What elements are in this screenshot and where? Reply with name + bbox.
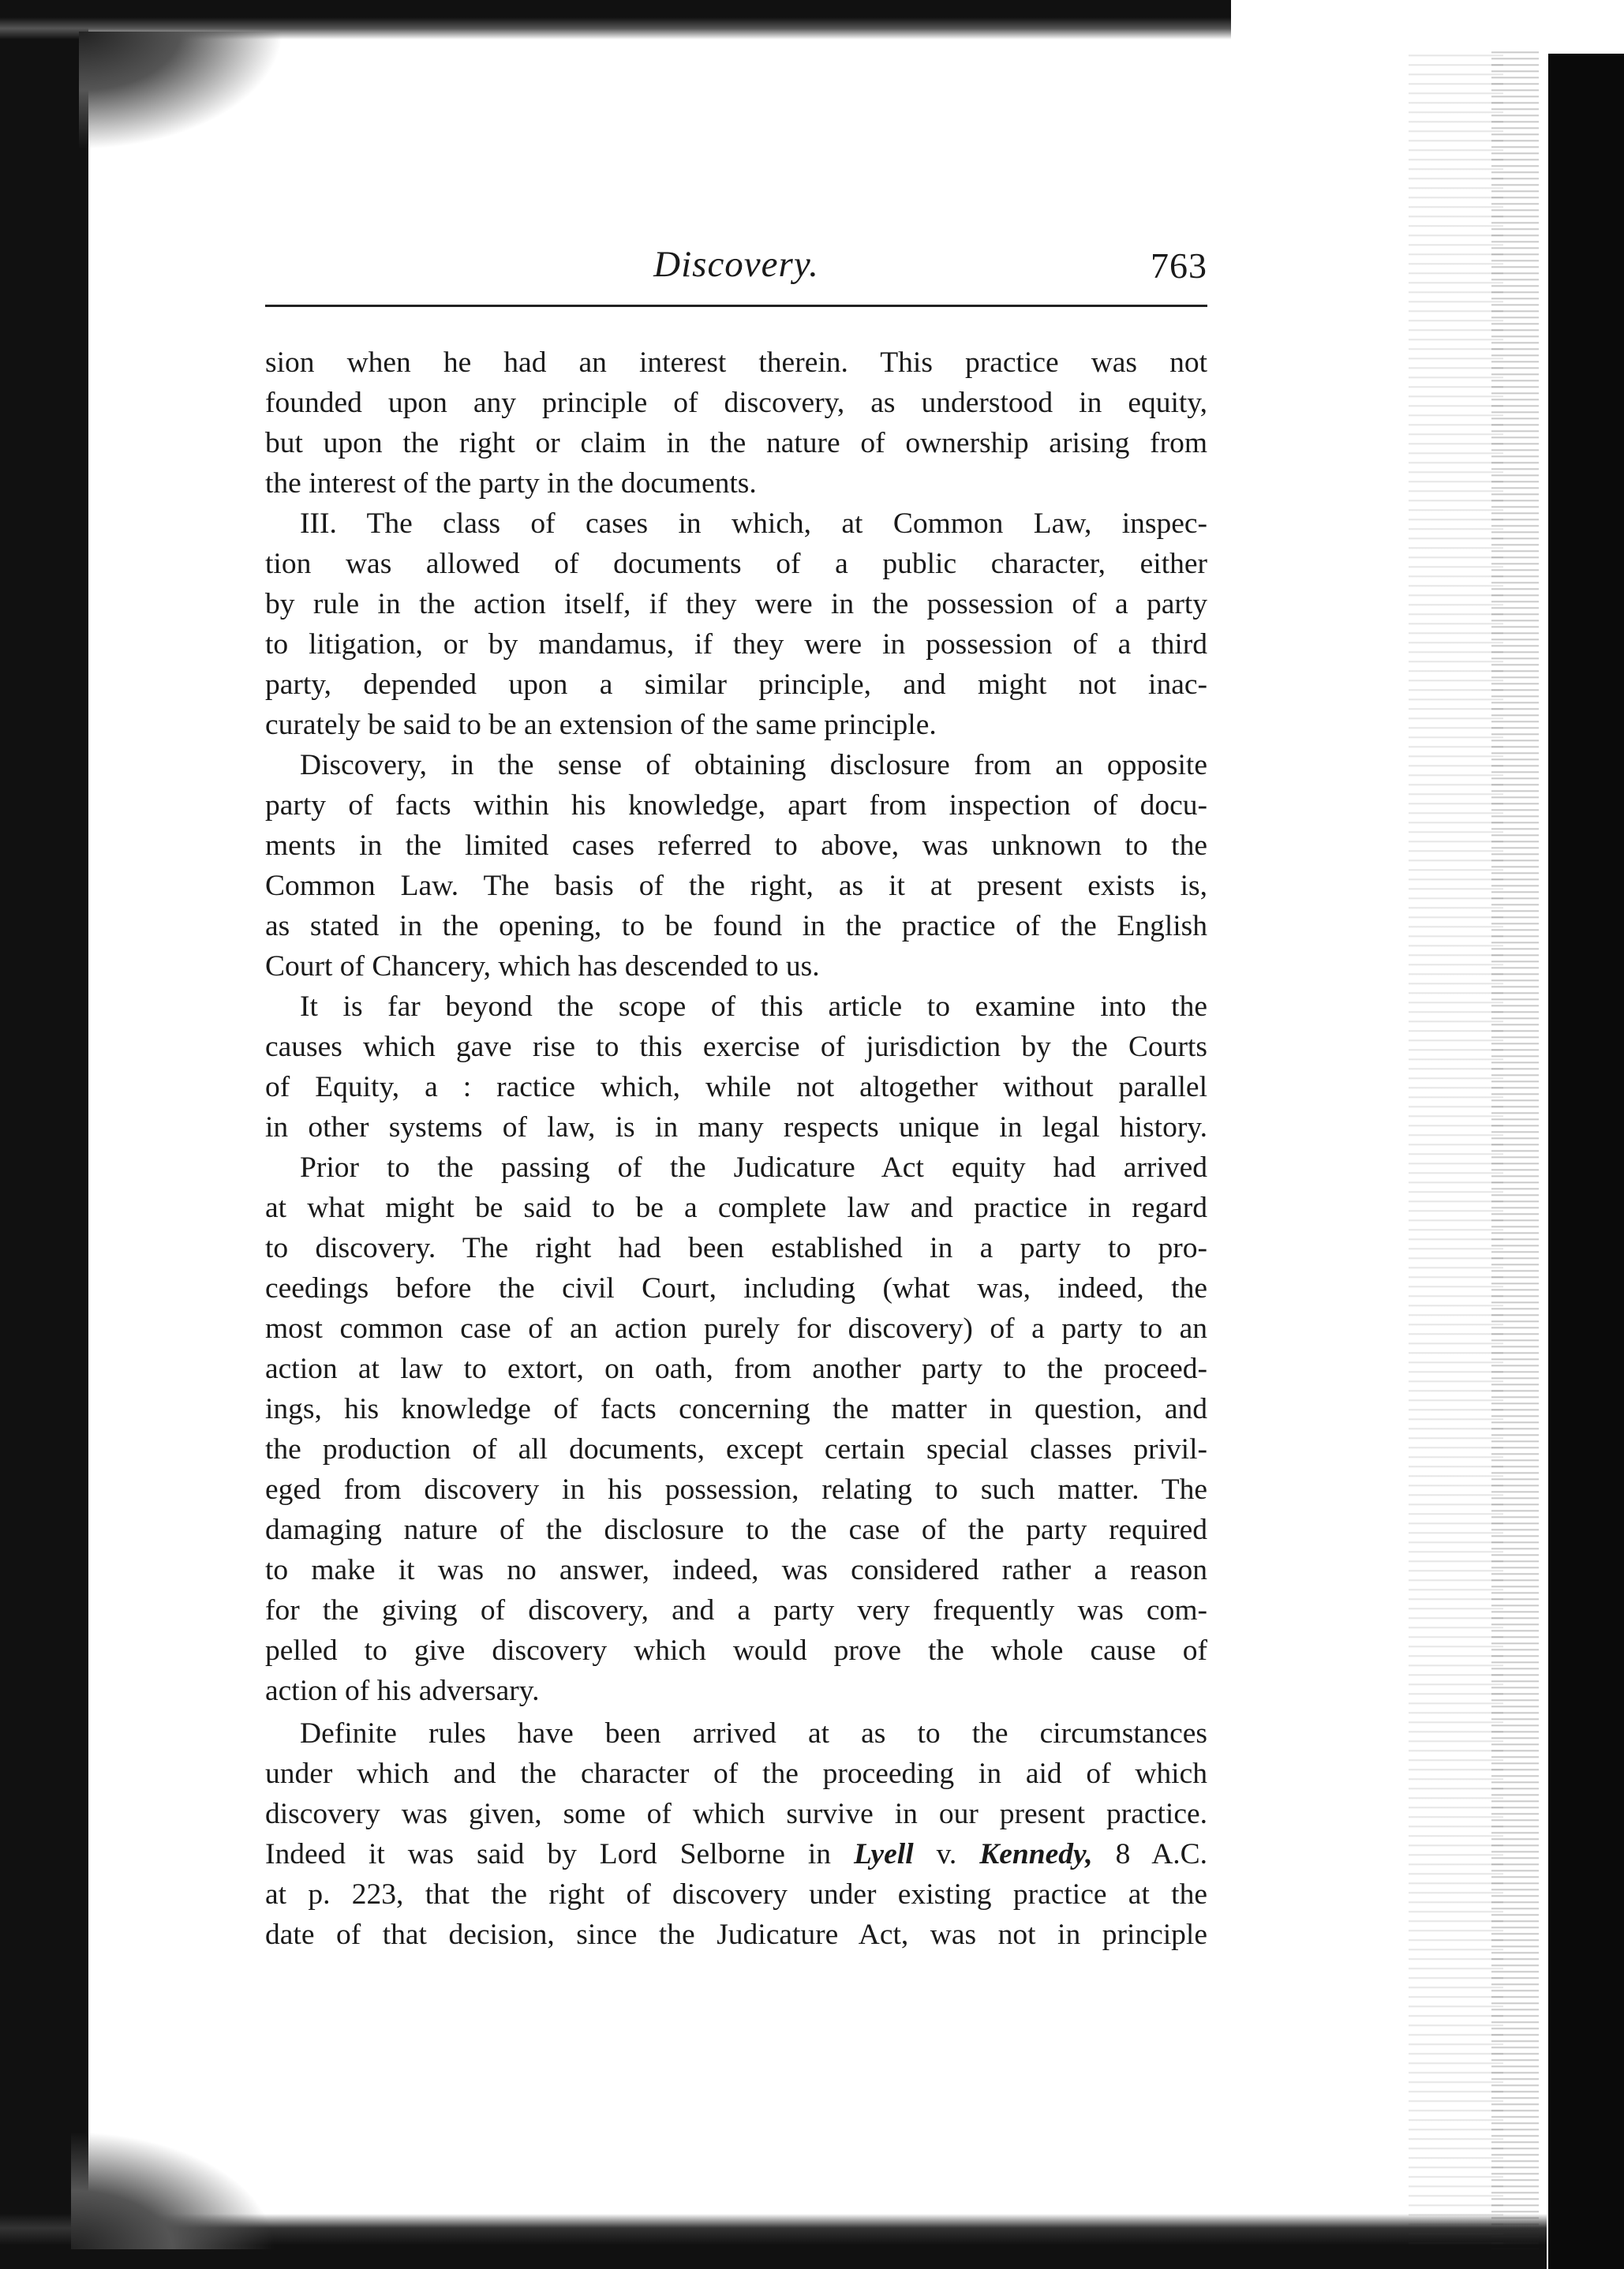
case-versus: v. [936,1838,957,1870]
text-fragment: Indeed it was said by Lord Selborne in [265,1838,832,1870]
text-line-with-citation [265,1834,1207,1874]
running-title: Discovery. [653,244,819,285]
case-name-plaintiff: Lyell [853,1838,914,1870]
header-rule [265,305,1207,307]
text-line: most common case of an action purely for discovery) of a party to an [265,1312,1207,1345]
text-line: Prior to the passing of the Judicature Act equity had arrived [300,1151,1207,1184]
text-line: party of facts within his knowledge, apart from inspection of docu- [265,789,1207,822]
text-line: for the giving of discovery, and a party very frequently was com- [265,1594,1207,1627]
text-line: at what might be said to be a complete law and practice in regard [265,1192,1207,1224]
scan-right-fringe [1409,47,1503,2249]
text-line: eged from discovery in his possession, relating to such matter. The [265,1473,1207,1506]
text-line: as stated in the opening, to be found in the practice of the English [265,910,1207,942]
text-line: at p. 223, that the right of discovery under existing practice at the [265,1878,1207,1911]
text-line: causes which gave rise to this exercise of jurisdiction by the Courts [265,1031,1207,1063]
text-line: tion was allowed of documents of a public character, either [265,548,1207,580]
text-line: action of his adversary. [265,1675,540,1707]
text-fragment: 8 A.C. [1115,1838,1207,1870]
text-line: It is far beyond the scope of this article to examine into the [300,990,1207,1023]
text-line: damaging nature of the disclosure to the case of the party required [265,1514,1207,1546]
scan-left-edge [0,0,88,2269]
text-line: ings, his knowledge of facts concerning the matter in question, and [265,1393,1207,1425]
text-line: Definite rules have been arrived at as to the circumstances [300,1717,1207,1750]
scan-bottom-left-smudge [71,2131,276,2249]
text-line: discovery was given, some of which survive in our present practice. [265,1798,1207,1830]
text-line: pelled to give discovery which would prove the whole cause of [265,1634,1207,1667]
text-line: date of that decision, since the Judicature Act, was not in principle [265,1919,1207,1951]
scan-right-fringe-dark [1491,47,1539,2249]
text-line: of Equity, a : ractice which, while not altogether without parallel [265,1071,1207,1103]
text-line: party, depended upon a similar principle, and might not inac- [265,668,1207,701]
text-line: curately be said to be an extension of the same principle. [265,709,937,741]
text-line: the production of all documents, except certain special classes privil- [265,1433,1207,1466]
running-head [265,243,1207,298]
text-line: Court of Chancery, which has descended to us. [265,950,820,983]
page-body [265,343,1207,1955]
text-line: to make it was no answer, indeed, was considered rather a reason [265,1554,1207,1586]
text-line: by rule in the action itself, if they were in the possession of a party [265,588,1207,620]
text-line: to litigation, or by mandamus, if they were in possession of a third [265,628,1207,661]
text-line: action at law to extort, on oath, from another party to the proceed- [265,1353,1207,1385]
text-line: to discovery. The right had been established in a party to pro- [265,1232,1207,1264]
text-line: ments in the limited cases referred to above, was unknown to the [265,829,1207,862]
text-line: in other systems of law, is in many respects unique in legal history. [265,1111,1207,1144]
text-line: the interest of the party in the documents. [265,467,757,500]
page-number: 763 [1151,245,1207,286]
text-line: ceedings before the civil Court, including (what was, indeed, the [265,1272,1207,1305]
text-line: Discovery, in the sense of obtaining disclosure from an opposite [300,749,1207,781]
scan-right-edge [1548,54,1624,2269]
case-name-defendant: Kennedy, [979,1838,1093,1870]
scan-top-left-smudge [79,32,284,150]
text-line: Common Law. The basis of the right, as it at present exists is, [265,870,1207,902]
text-line: founded upon any principle of discovery, as understood in equity, [265,387,1207,419]
text-line: III. The class of cases in which, at Common Law, inspec- [300,507,1207,540]
text-line: sion when he had an interest therein. This practice was not [265,346,1207,379]
text-line: under which and the character of the proceeding in aid of which [265,1758,1207,1790]
text-line: but upon the right or claim in the nature of ownership arising from [265,427,1207,459]
